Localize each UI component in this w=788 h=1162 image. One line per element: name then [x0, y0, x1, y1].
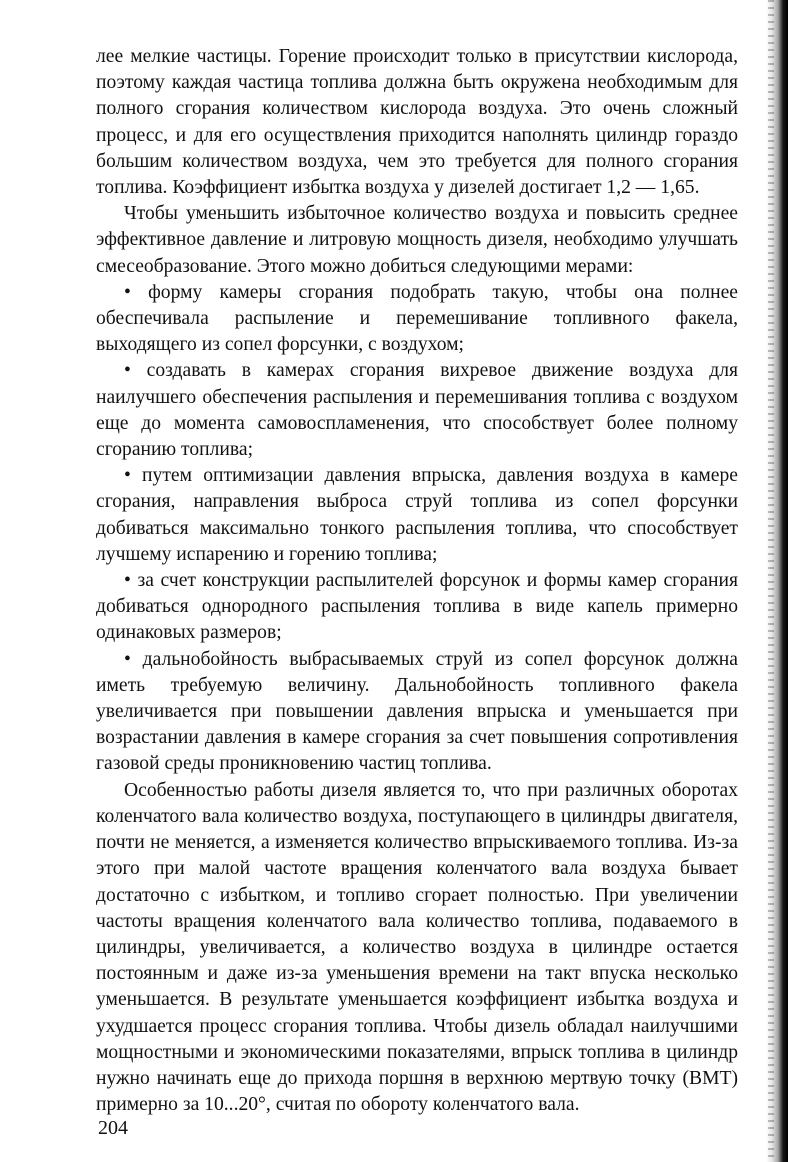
scan-edge-texture — [768, 0, 774, 1162]
bullet-chamber-shape: • форму камеры сгорания подобрать такую, чтобы она полнее обеспечивала распыление и перемешивание топливного факела, выходящего из сопел форсунки, с воздухом; — [96, 281, 738, 356]
bullet-uniform-atomization: • за счет конструкции распылителей форсунок и формы камер сгорания добиваться однородного распыления топлива в виде капель примерно одинаковых размеров; — [96, 570, 738, 644]
bullet-injection-pressure: • путем оптимизации давления впрыска, давления воздуха в камере сгорания, направления выброса струй топлива из сопел форсунки добиваться максимально тонкого распыления топлива, что способствует лучшему испарению и горению топлива; — [96, 465, 738, 565]
bullet-swirl-motion: • создавать в камерах сгорания вихревое движение воздуха для наилучшего обеспечения распыления и перемешивания топлива с воздухом еще до момента самовоспламенения, что способствует более полному сгоранию топлива; — [96, 360, 738, 461]
page-number: 204 — [98, 1117, 128, 1139]
paragraph-mixture-formation: Чтобы уменьшить избыточное количество воздуха и повысить среднее эффективное давление и литровую мощность дизеля, необходимо улучшать смесеобразование. Этого можно добиться следующими мерами: — [96, 203, 738, 277]
page-body — [96, 44, 738, 1118]
paragraph-diesel-operation: Особенностью работы дизеля является то, что при различных оборотах коленчатого вала количество воздуха, поступающего в цилиндры двигателя, почти не меняется, а изменяется количество впрыскиваемого топлива. Из-за этого при малой частоте вращения коленчатого вала воздуха бывает достаточно с избытком, и топливо сгорает полностью. При увеличении частоты вращения коленчатого вала количество топлива, подаваемого в цилиндры, увеличивается, а количество воздуха в цилиндре остается постоянным и даже из-за уменьшения времени на такт впуска несколько уменьшается. В результате уменьшается коэффициент избытка воздуха и ухудшается процесс сгорания топлива. Чтобы дизель обладал наилучшими мощностными и экономическими показателями, впрыск топлива в цилиндр нужно начинать еще до прихода поршня в верхнюю мертвую точку (ВМТ) примерно за 10...20°, считая по обороту коленчатого вала. — [96, 779, 738, 1116]
bullet-spray-penetration: • дальнобойность выбрасываемых струй из сопел форсунок должна иметь требуемую величину. Дальнобойность топливного факела увеличивается при повышении давления впрыска и уменьшается при возрастании давления в камере сгорания за счет повышения сопротивления газовой среды проникновению частиц топлива. — [96, 648, 738, 775]
paragraph-combustion-intro: лее мелкие частицы. Горение происходит только в присутствии кислорода, поэтому каждая частица топлива должна быть окружена необходимым для полного сгорания количеством кислорода воздуха. Это очень сложный процесс, и для его осуществления приходится наполнять цилиндр гораздо большим количеством воздуха, чем это требуется для полного сгорания топлива. Коэффициент избытка воздуха у дизелей достигает 1,2 — 1,65. — [96, 46, 738, 199]
